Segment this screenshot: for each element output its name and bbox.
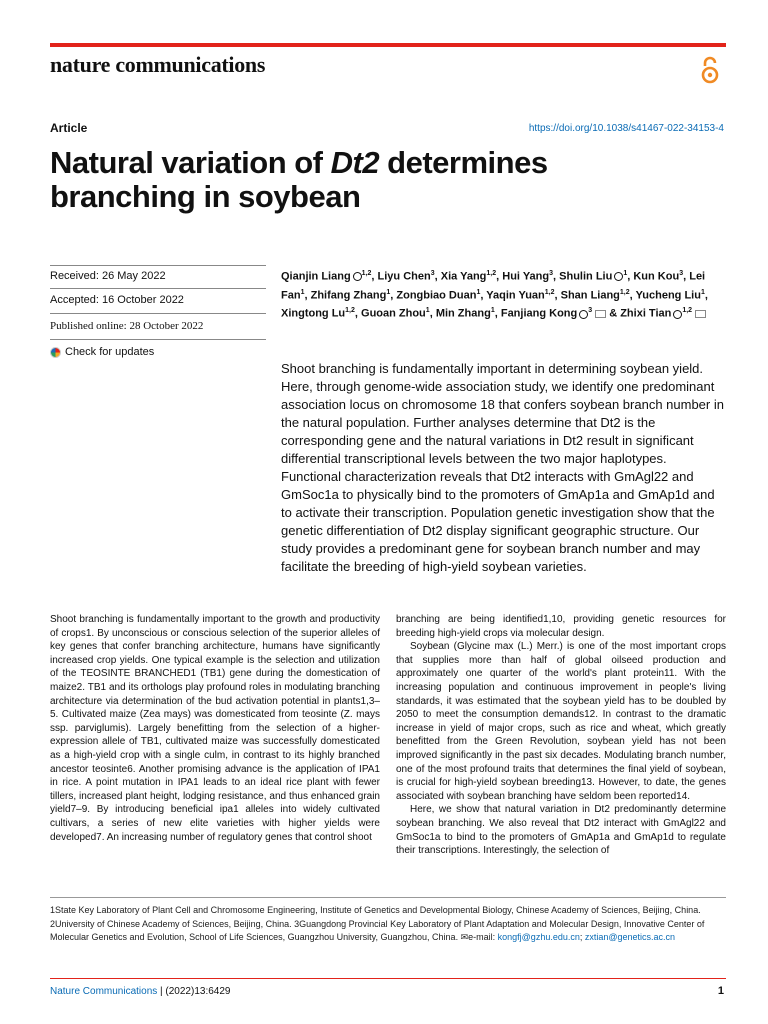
affiliation-marker: 3 — [549, 270, 554, 277]
doi-link[interactable]: https://doi.org/10.1038/s41467-022-34153-4 — [528, 123, 724, 134]
footer-citation: Nature Communications | (2022)13:6429 — [50, 986, 231, 997]
body-paragraph: branching are being identified1,10, providing genetic resources for breeding high-yield crops via molecular design. — [396, 614, 726, 639]
author-name[interactable]: Kun Kou — [633, 270, 680, 283]
affiliation-marker: 1,2 — [544, 288, 555, 296]
author-name[interactable]: Qianjin Liang — [281, 270, 351, 283]
abstract: Shoot branching is fundamentally important in determining soybean yield. Here, through genome-wide association study, we identify one predominant association locus on chromosome 18 that confers soybean branch number in the natural population. Further analyses determine that Dt2 is the corresponding gene and the natural variations in Dt2 result in significant differential transcriptional levels between the two major haplotypes. Functional characterization reveals that Dt2 interacts with GmAgl22 and GmSoc1a to physically bind to the promoters of GmAp1a and GmAp1d and to activate their transcription. Population genetic investigation show that the genetic differentiation of Dt2 display significant geographic structure. Our study provides a predominant gene for soybean branch number and may facilitate the breeding of high-yield soybean varieties. — [281, 361, 724, 574]
affiliations: 1State Key Laboratory of Plant Cell and Chromosome Engineering, Institute of Genetics and Developmental Biology, Chinese Academy of Sciences, Beijing, China. 2University of Chinese Academy of Sciences, Beijing, China. 3Guangdong Provincial Key Laboratory of Plant Adaptation and Molecular Design, Innovative Center of Molecular Genetics and Evolution, School of Life Sciences, Guangzhou University, Guangzhou, China. ✉e-mail: kongfj@gzhu.edu.cn; zxtian@genetics.ac.cn — [50, 905, 705, 942]
footer-divider — [50, 978, 726, 979]
divider — [50, 313, 266, 314]
author-name[interactable]: Min Zhang — [435, 307, 491, 320]
check-updates-button[interactable] — [50, 346, 266, 358]
author-name[interactable]: Shan Liang — [560, 289, 620, 302]
affiliation-marker: 1,2 — [345, 307, 355, 315]
author-name[interactable]: Xingtong Lu — [281, 307, 346, 320]
affiliation-marker: 1 — [386, 288, 391, 296]
article-title: Natural variation of Dt2 determines branching in soybean — [50, 145, 548, 214]
email-icon: ✉ — [460, 932, 469, 942]
author-name[interactable]: Guoan Zhou — [361, 307, 426, 320]
email-icon[interactable] — [595, 310, 606, 318]
body-paragraph: Here, we show that natural variation in Dt2 predominantly determine soybean branching. We also reveal that Dt2 interact with GmAgl22 and GmSoc1a to bind to the promoters of GmAp1a and GmAp1d to regulate their transcriptions. Interestingly, the selection of — [396, 804, 726, 857]
author-name[interactable]: Yaqin Yuan — [486, 289, 545, 302]
author-list: Qianjin Liang $^{1,2}$, Liyu Chen$^3$, Xia Yang$^{1,2}$, Hui Yang$^3$, Shulin Liu $^1$, Kun Kou$^3$, Lei Fan$^1$, Zhifang Zhang$^1$, Zongbiao Duan$^1$, Yaqin Yuan$^{1,2}$, Shan Liang$^{1,2}$, Yucheng Liu$^1$, Xingtong Lu$^{1,2}$, Guoan Zhou$^1$, Min Zhang$^1$, Fanjiang Kong $^3$ & Zhixi Tian $^{1,2}$ — [281, 270, 708, 320]
check-updates-label: Check for updates — [65, 346, 155, 358]
orcid-icon[interactable] — [673, 310, 682, 319]
author-name[interactable]: Liyu Chen — [377, 270, 431, 283]
affiliation-marker: 3 — [430, 270, 435, 277]
crossmark-icon — [50, 347, 61, 358]
email-icon[interactable] — [695, 310, 706, 318]
body-column-left — [50, 613, 380, 844]
affiliation-marker: 1 — [623, 270, 628, 277]
affiliation-marker: 3 — [679, 270, 684, 277]
affiliation-marker: 1,2 — [682, 307, 693, 315]
affiliation-marker: 1 — [300, 288, 305, 296]
published-date: Published online: 28 October 2022 — [50, 320, 204, 332]
affiliation-marker: 1,2 — [619, 288, 630, 296]
author-name[interactable]: Shulin Liu — [559, 270, 613, 283]
affiliation-marker: 1,2 — [361, 270, 372, 277]
footnote-divider — [50, 897, 726, 898]
email-link[interactable]: kongfj@gzhu.edu.cn — [497, 932, 580, 942]
affiliation-marker: 1 — [476, 288, 481, 296]
affiliation-marker: 1,2 — [486, 270, 497, 277]
body-column-right — [396, 613, 726, 858]
body-paragraph: Soybean (Glycine max (L.) Merr.) is one of the most important crops that supplies more than half of global oilseed production and approximately one quarter of the world's plant protein11. With the increasing population and continuous improvement in people's living standards, it was estimated that the soybean yield has to be doubled by 2050 to meet the consumption demands12. In contrast to the dramatic increase in yield of major crops, such as rice and wheat, which greatly benefitted from the Green Revolution, soybean yield has not been improved significantly in the past six decades. Modulating branch number, one of the most profound traits that determines the final yield of soybean, is crucial for high-yield soybean breeding13. However, to date, the genes associated with soybean branching have seldom been reported14. — [396, 641, 726, 802]
author-name[interactable]: Zongbiao Duan — [396, 289, 477, 302]
affiliation-marker: 1 — [490, 307, 495, 315]
author-name[interactable]: Hui Yang — [502, 270, 550, 283]
author-name[interactable]: Xia Yang — [440, 270, 487, 283]
author-name[interactable]: Lei Fan — [281, 270, 706, 302]
divider — [50, 265, 266, 266]
received-date: Received: 26 May 2022 — [50, 270, 166, 282]
accepted-date: Accepted: 16 October 2022 — [50, 294, 184, 306]
email-link[interactable]: zxtian@genetics.ac.cn — [584, 932, 676, 942]
author-name[interactable]: Zhixi Tian — [620, 307, 672, 320]
divider — [50, 339, 266, 340]
affiliation-marker: 3 — [588, 307, 593, 315]
open-access-icon[interactable] — [700, 56, 720, 86]
orcid-icon[interactable] — [614, 272, 623, 281]
author-name[interactable]: Zhifang Zhang — [310, 289, 387, 302]
affiliation-marker: 1 — [700, 288, 705, 296]
article-type: Article — [50, 121, 88, 135]
divider — [50, 288, 266, 289]
orcid-icon[interactable] — [353, 272, 362, 281]
journal-name: nature communications — [50, 52, 266, 77]
header-accent-bar — [50, 43, 726, 47]
author-name[interactable]: Fanjiang Kong — [500, 307, 578, 320]
page-number: 1 — [717, 985, 724, 997]
author-name[interactable]: Yucheng Liu — [635, 289, 701, 302]
orcid-icon[interactable] — [579, 310, 588, 319]
affiliation-marker: 1 — [425, 307, 430, 315]
body-paragraph: Shoot branching is fundamentally important to the growth and productivity of crops1. By unconscious or conscious selection of the superior alleles of key genes that confer branching architecture, humans have significantly increased crop yields. One typical example is the selection and utilization of the TEOSINTE BRANCHED1 (TB1) gene during the domestication of maize2. TB1 and its orthologs play profound roles in modulating branching architecture via determination of the bud activation potential in plants1,3–5. Cultivated maize (Zea mays) was domesticated from teosinte (Z. mays ssp. parviglumis). Largely benefitting from the selection of a higher-expression allele of TB1, cultivated maize was successfully domesticated as a high-yield crop with a single culm, in contrast to its highly branched ancestor teosinte6. Another promising advance is the application of IPA1 in rice. A point mutation in IPA1 leads to an ideal rice plant with fewer tillers, increased plant height, lodging resistance, and thus enhanced grain yield7–9. By introducing beneficial ipa1 alleles into widely cultivated cultivars, a series of new elite varieties with higher yields were developed7. An increasing number of regulatory genes that control shoot — [50, 614, 380, 843]
